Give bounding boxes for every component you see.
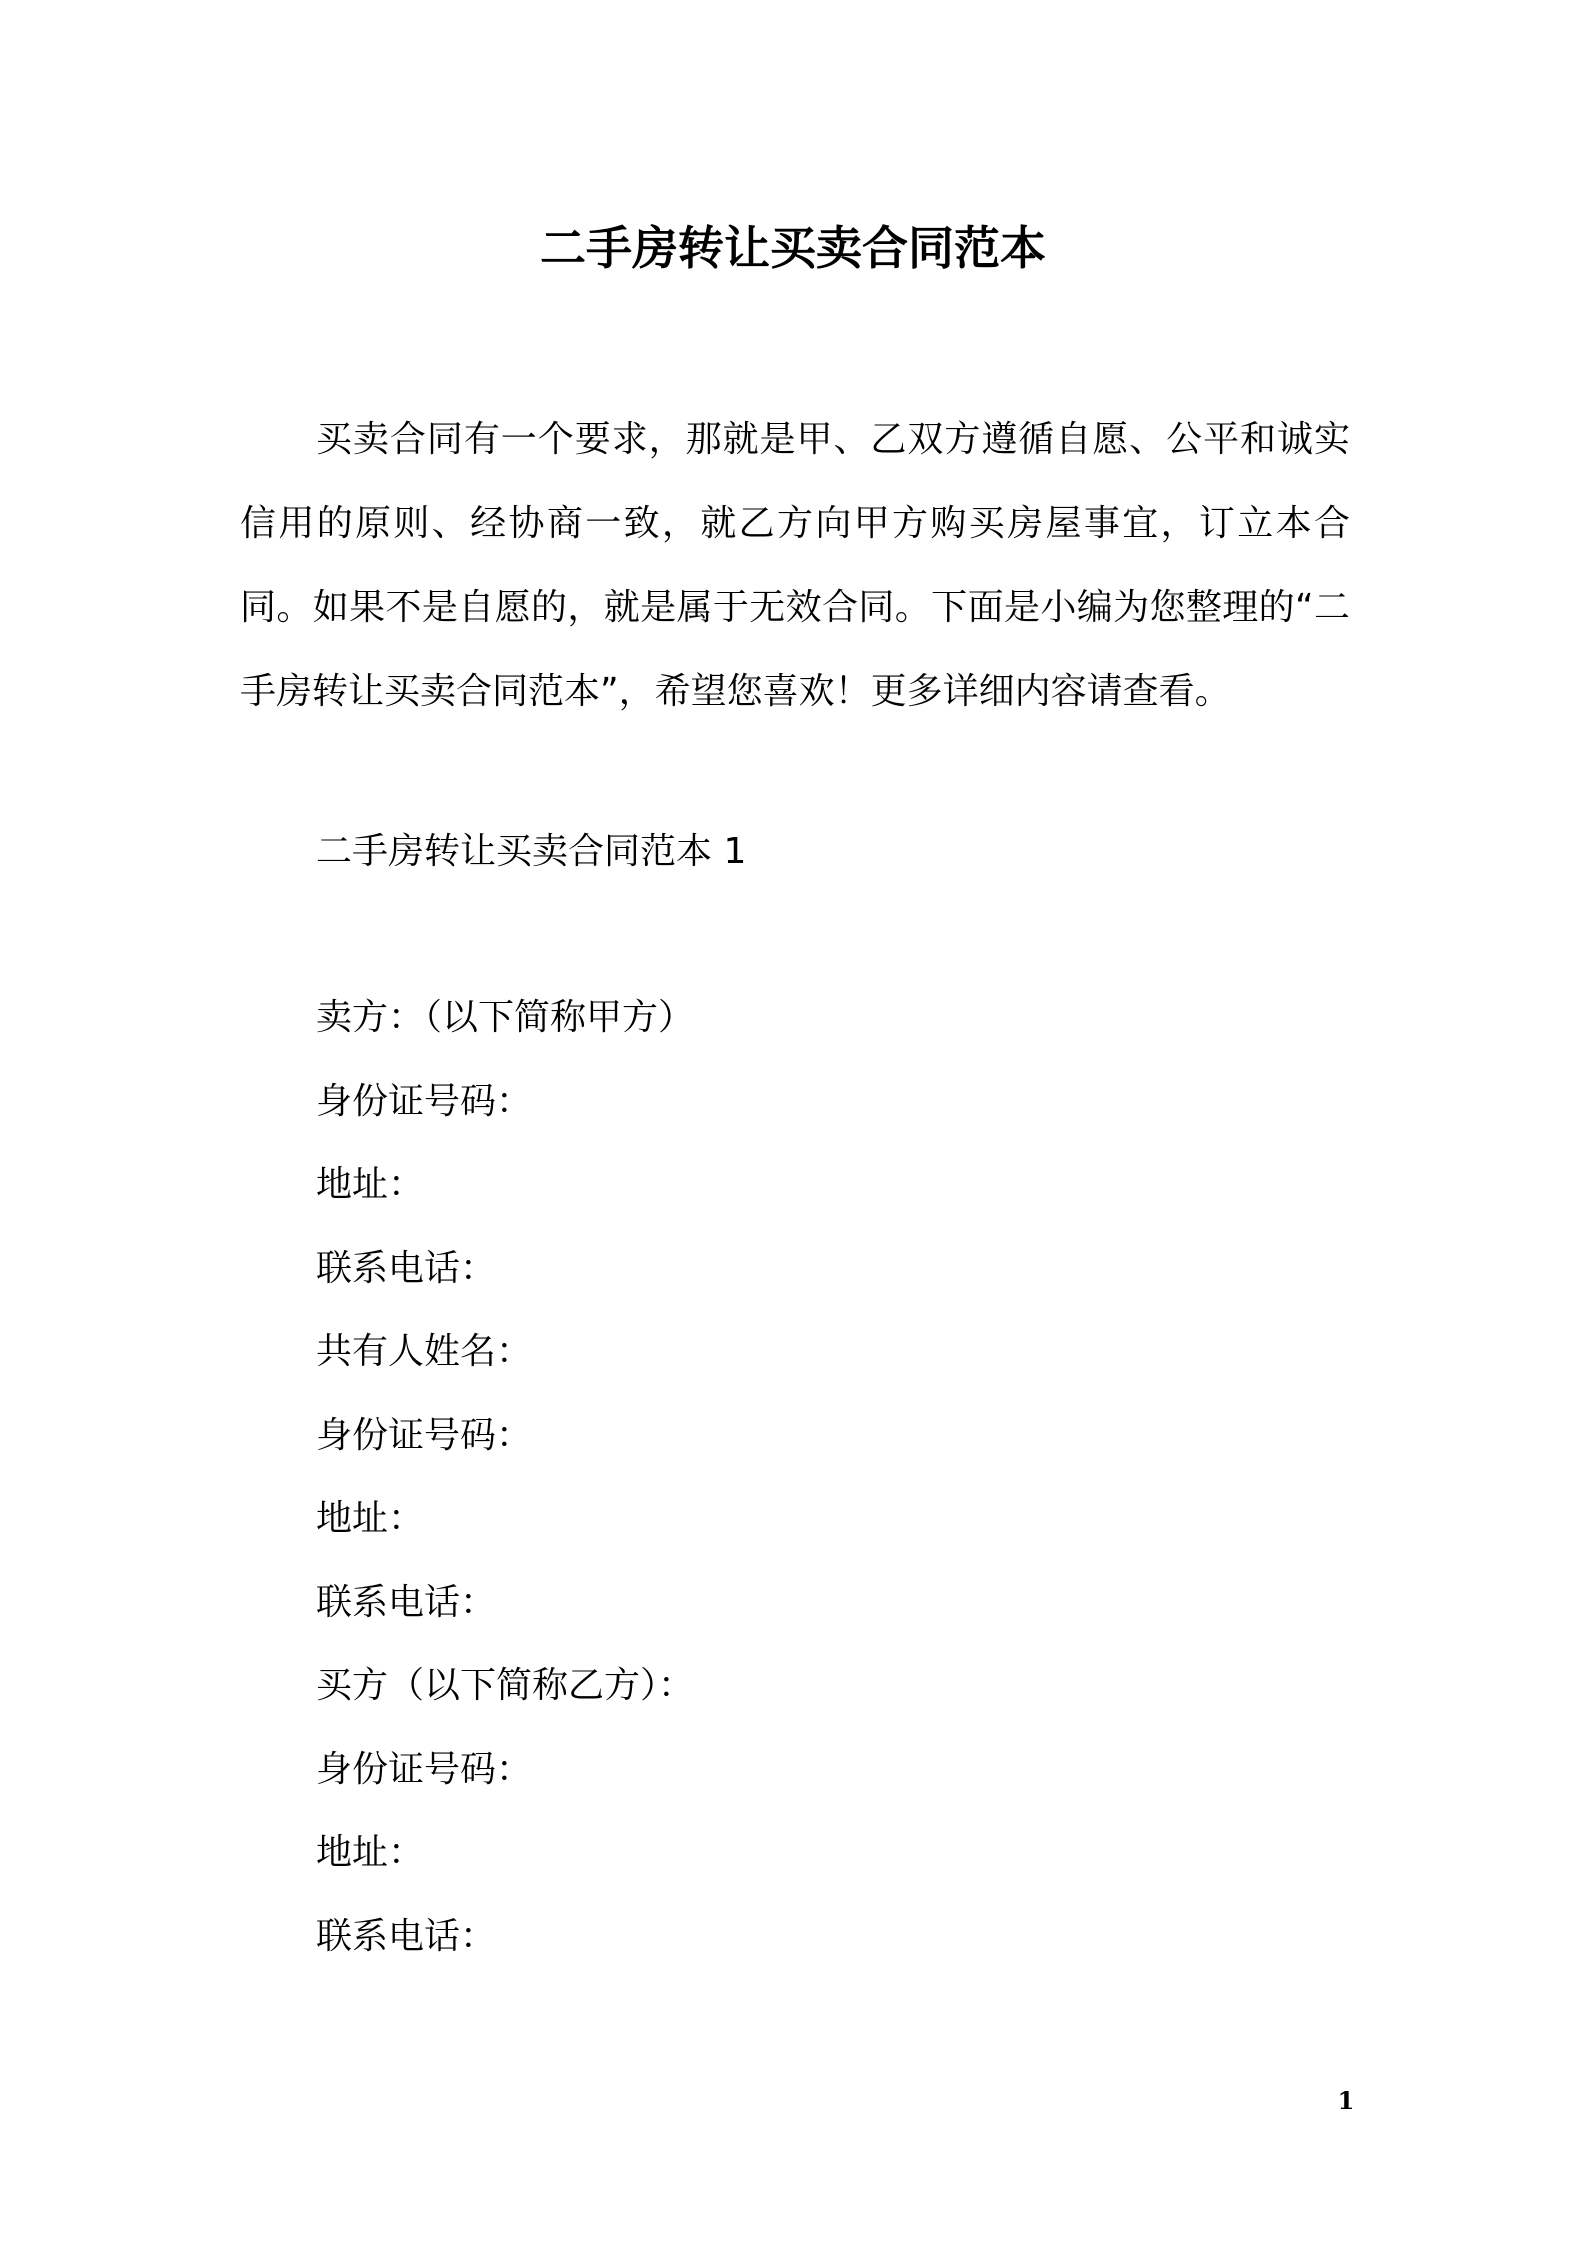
- field-co-owner-address: 地址：: [316, 1498, 425, 1539]
- field-buyer-id-number: 身份证号码：: [316, 1748, 533, 1790]
- field-buyer-address: 地址：: [316, 1832, 425, 1873]
- document-title: 二手房转让买卖合同范本: [540, 221, 1046, 275]
- field-co-owner-id-number: 身份证号码：: [316, 1414, 533, 1456]
- party-fields-list: [316, 976, 694, 1978]
- field-seller-address: 地址：: [316, 1164, 425, 1205]
- field-buyer-phone: 联系电话：: [316, 1915, 497, 1957]
- field-seller-id-number: 身份证号码：: [316, 1080, 533, 1122]
- field-seller: 卖方：（以下简称甲方）: [316, 997, 695, 1038]
- intro-paragraph: 买卖合同有一个要求，那就是甲、乙双方遵循自愿、公平和诚实信用的原则、经协商一致，就乙方向甲方购买房屋事宜，订立本合同。如果不是自愿的，就是属于无效合同。下面是小编为您整理的“二手房转让买卖合同范本”，希望您喜欢！更多详细内容请查看。: [240, 419, 1350, 712]
- page-number: 1: [1337, 2086, 1355, 2115]
- field-co-owner-name: 共有人姓名：: [316, 1331, 533, 1372]
- field-buyer: 买方（以下简称乙方）：: [316, 1665, 695, 1706]
- section-heading: 二手房转让买卖合同范本 1: [316, 831, 747, 872]
- field-seller-phone: 联系电话：: [316, 1247, 497, 1289]
- field-co-owner-phone: 联系电话：: [316, 1581, 497, 1623]
